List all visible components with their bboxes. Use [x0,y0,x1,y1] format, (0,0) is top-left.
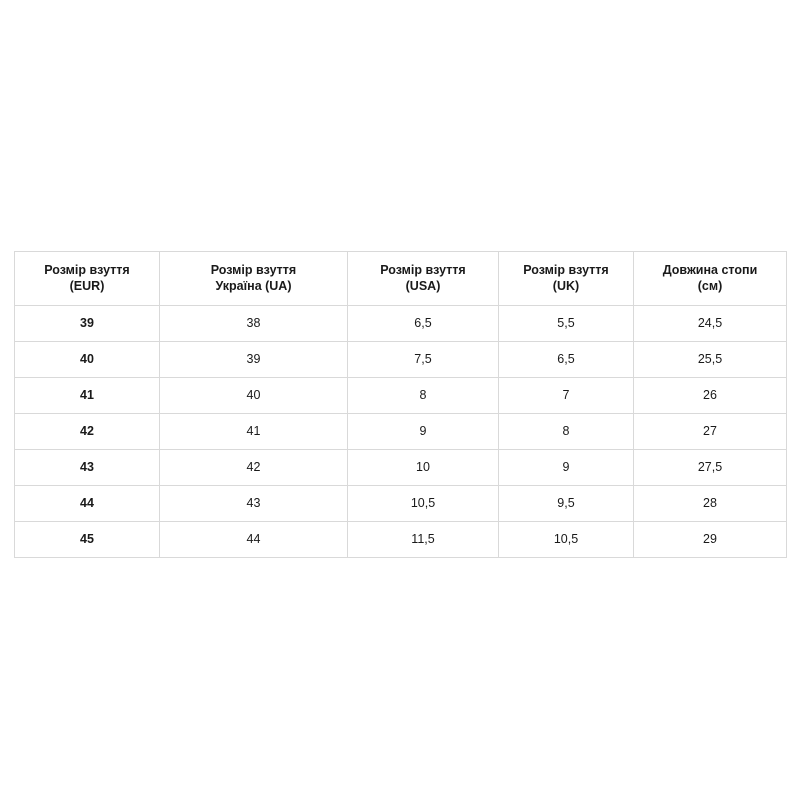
column-header-usa [348,252,499,306]
cell-usa: 11,5 [348,522,499,558]
cell-usa: 10,5 [348,486,499,522]
table-row [15,486,787,522]
column-header-usa-line2: (USA) [405,278,441,293]
cell-foot-length: 27 [634,414,787,450]
cell-ua: 39 [160,342,348,378]
table-body [15,306,787,558]
cell-uk: 6,5 [499,342,634,378]
cell-eur: 45 [15,522,160,558]
column-header-foot-length [634,252,787,306]
cell-usa: 8 [348,378,499,414]
column-header-ua-line1: Розмір взуття [210,262,297,277]
cell-uk: 7 [499,378,634,414]
column-header-foot-length-line2: (см) [697,278,723,293]
cell-foot-length: 28 [634,486,787,522]
cell-usa: 9 [348,414,499,450]
table-row [15,306,787,342]
cell-usa: 7,5 [348,342,499,378]
cell-eur: 39 [15,306,160,342]
table-row [15,450,787,486]
column-header-eur-line2: (EUR) [69,278,105,293]
cell-ua: 42 [160,450,348,486]
table-header [15,252,787,306]
cell-eur: 43 [15,450,160,486]
size-table-container [14,251,786,558]
table-row [15,342,787,378]
cell-foot-length: 25,5 [634,342,787,378]
table-header-row [15,252,787,306]
cell-eur: 40 [15,342,160,378]
cell-foot-length: 27,5 [634,450,787,486]
cell-eur: 44 [15,486,160,522]
cell-ua: 44 [160,522,348,558]
column-header-eur-line1: Розмір взуття [44,262,130,277]
column-header-uk [499,252,634,306]
cell-eur: 41 [15,378,160,414]
table-row [15,414,787,450]
column-header-ua-line2: Україна (UA) [215,278,292,293]
cell-usa: 10 [348,450,499,486]
cell-uk: 9,5 [499,486,634,522]
cell-ua: 38 [160,306,348,342]
column-header-foot-length-line1: Довжина стопи [662,262,758,277]
column-header-uk-line1: Розмір взуття [523,262,609,277]
column-header-ua [160,252,348,306]
cell-foot-length: 26 [634,378,787,414]
cell-foot-length: 24,5 [634,306,787,342]
cell-uk: 8 [499,414,634,450]
cell-ua: 40 [160,378,348,414]
shoe-size-table [14,251,787,558]
cell-uk: 5,5 [499,306,634,342]
cell-foot-length: 29 [634,522,787,558]
column-header-eur [15,252,160,306]
cell-uk: 9 [499,450,634,486]
table-row [15,378,787,414]
table-row [15,522,787,558]
cell-ua: 43 [160,486,348,522]
column-header-uk-line2: (UK) [552,278,580,293]
cell-eur: 42 [15,414,160,450]
column-header-usa-line1: Розмір взуття [380,262,466,277]
cell-ua: 41 [160,414,348,450]
cell-usa: 6,5 [348,306,499,342]
cell-uk: 10,5 [499,522,634,558]
